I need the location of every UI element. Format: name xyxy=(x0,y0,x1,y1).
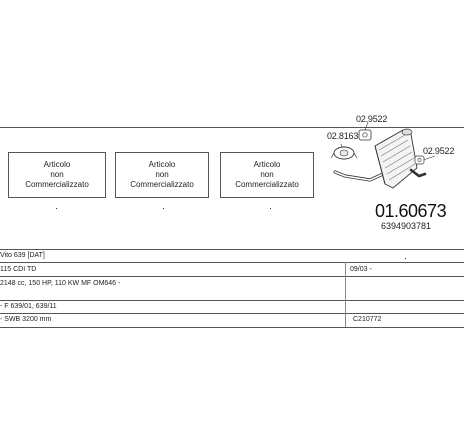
product-box-3-line3: Commercializzato xyxy=(235,180,299,189)
product-box-1-line3: Commercializzato xyxy=(25,180,89,189)
table-column-separator xyxy=(345,262,346,327)
callout-left: 02.8163 xyxy=(327,131,359,141)
product-box-2[interactable] xyxy=(115,152,209,198)
product-box-2-line1: Articolo xyxy=(148,160,176,169)
rubber-mount-top-icon xyxy=(359,130,371,140)
callout-leader-right xyxy=(423,156,435,160)
product-box-2-line3: Commercializzato xyxy=(130,180,194,189)
product-box-1-line1: Articolo xyxy=(43,160,71,169)
muffler-icon xyxy=(375,129,417,188)
vehicle-date: 09/03 - xyxy=(350,266,372,273)
vehicle-ref: C210772 xyxy=(353,316,382,323)
product-box-1-line2: non xyxy=(50,170,64,179)
product-box-1[interactable] xyxy=(8,152,106,198)
table-marker xyxy=(405,258,406,259)
product-box-3-line1: Articolo xyxy=(253,160,281,169)
table-divider-4 xyxy=(0,313,464,314)
tail-pipe xyxy=(411,170,425,176)
product-box-3-marker xyxy=(270,208,271,209)
table-divider-bottom xyxy=(0,327,464,328)
product-box-2-marker xyxy=(163,208,164,209)
table-divider-top xyxy=(0,249,464,250)
product-box-1-marker xyxy=(56,208,57,209)
vehicle-engine: 2148 cc, 150 HP, 110 KW MF OM646 - xyxy=(0,280,121,287)
vehicle-model: Vito 639 [DAT] xyxy=(0,252,45,259)
callout-right: 02.9522 xyxy=(423,146,455,156)
product-box-3-line2: non xyxy=(260,170,274,179)
product-box-3[interactable] xyxy=(220,152,314,198)
clamp-icon xyxy=(331,147,357,159)
vehicle-wheelbase: - SWB 3200 mm xyxy=(0,316,52,323)
oem-number: 6394903781 xyxy=(381,221,432,231)
product-box-2-line2: non xyxy=(155,170,169,179)
table-divider-3 xyxy=(0,300,464,301)
part-number[interactable]: 01.60673 xyxy=(375,201,447,221)
rubber-mount-right-icon xyxy=(415,156,424,164)
vehicle-code: - F 639/01, 639/11 xyxy=(0,303,57,310)
table-divider-1 xyxy=(0,262,464,263)
table-divider-2 xyxy=(0,276,464,277)
vehicle-variant: 115 CDI TD xyxy=(0,266,37,273)
callout-top: 02.9522 xyxy=(356,114,388,124)
